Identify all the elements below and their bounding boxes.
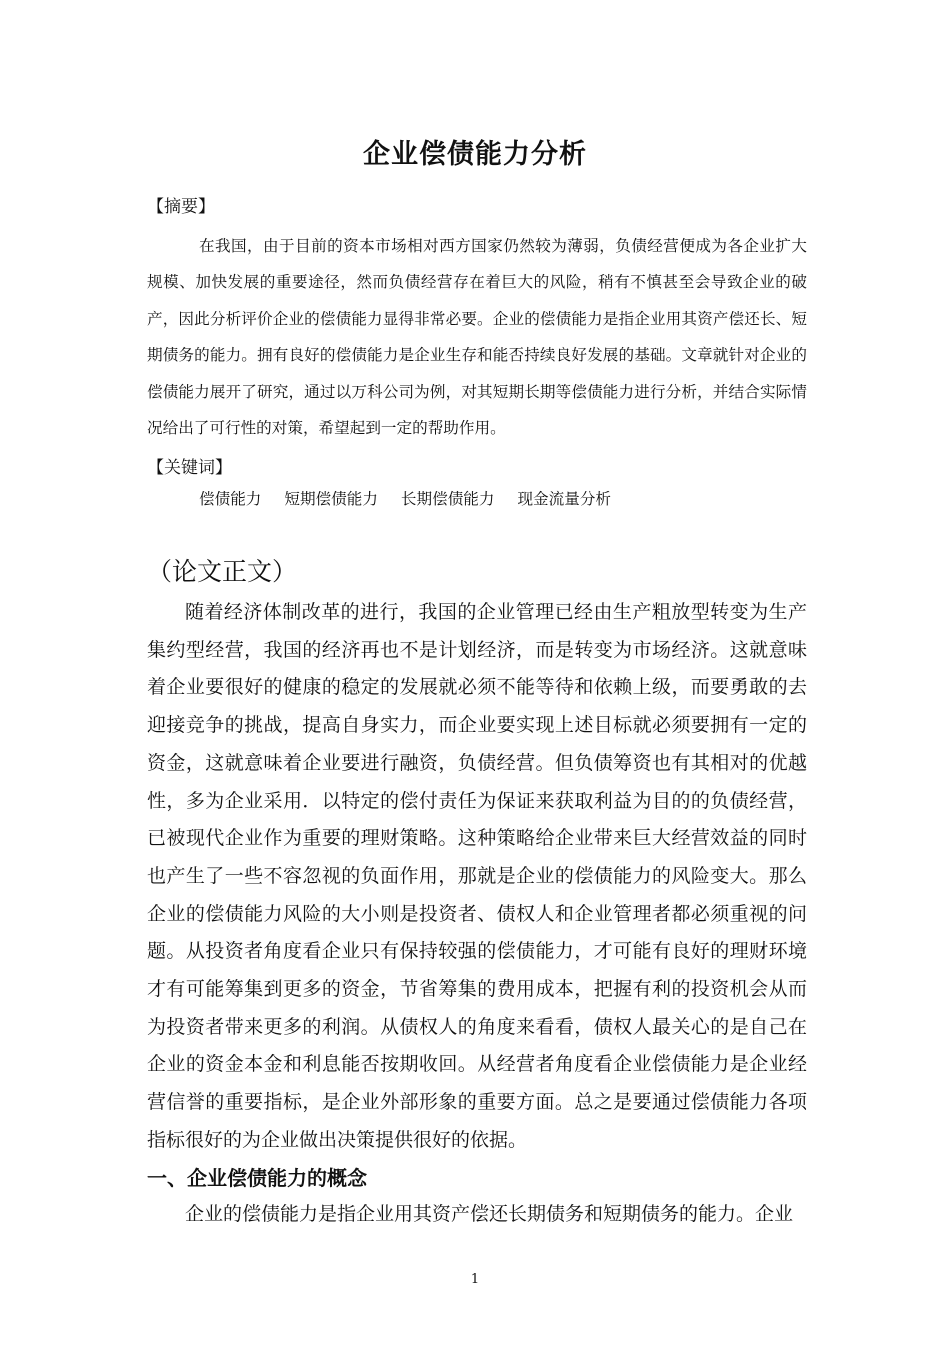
keyword: 长期偿债能力	[400, 490, 495, 508]
keywords-list	[199, 487, 629, 509]
keyword: 现金流量分析	[517, 490, 612, 508]
keywords-label: 【关键词】	[147, 458, 232, 478]
keyword: 短期偿债能力	[284, 490, 378, 508]
abstract-text: 在我国，由于目前的资本市场相对西方国家仍然较为薄弱，负债经营便成为各企业扩大规模、加快发展的重要途径，然而负债经营存在着巨大的风险，稍有不慎甚至会导致企业的破产，因此分析评价企业的偿债能力显得非常必要。企业的偿债能力是指企业用其资产偿还长、短期债务的能力。拥有良好的偿债能力是企业生存和能否持续良好发展的基础。文章就针对企业的偿债能力展开了研究，通过以万科公司为例，对其短期长期等偿债能力进行分析，并结合实际情况给出了可行性的对策，希望起到一定的帮助作用。	[147, 237, 807, 438]
document-title: 企业偿债能力分析	[363, 139, 587, 170]
page-number: 1	[470, 1272, 480, 1287]
abstract-label: 【摘要】	[147, 197, 215, 217]
body-paragraph: 随着经济体制改革的进行，我国的企业管理已经由生产粗放型转变为生产集约型经营，我国的经济再也不是计划经济，而是转变为市场经济。这就意味着企业要很好的健康的稳定的发展就必须不能等待和依赖上级，而要勇敢的去迎接竞争的挑战，提高自身实力，而企业要实现上述目标就必须要拥有一定的资金，这就意味着企业要进行融资，负债经营。但负债筹资也有其相对的优越性，多为企业采用．以特定的偿付责任为保证来获取利益为目的的负债经营，已被现代企业作为重要的理财策略。这种策略给企业带来巨大经营效益的同时也产生了一些不容忽视的负面作用，那就是企业的偿债能力的风险变大。那么企业的偿债能力风险的大小则是投资者、债权人和企业管理者都必须重视的问题。从投资者角度看企业只有保持较强的偿债能力，才可能有良好的理财环境才有可能筹集到更多的资金，节省筹集的费用成本，把握有利的投资机会从而为投资者带来更多的利润。从债权人的角度来看看，债权人最关心的是自己在企业的资金本金和利息能否按期收回。从经营者角度看企业偿债能力是企业经营信誉的重要指标，是企业外部形象的重要方面。总之是要通过偿债能力各项指标很好的为企业做出决策提供很好的依据。	[147, 601, 807, 1151]
keyword: 偿债能力	[199, 490, 262, 508]
section-heading: 一、企业偿债能力的概念	[147, 1166, 367, 1190]
body-paragraph-2: 企业的偿债能力是指企业用其资产偿还长期债务和短期债务的能力。企业	[185, 1203, 794, 1225]
section-mark: （论文正文）	[147, 557, 298, 586]
